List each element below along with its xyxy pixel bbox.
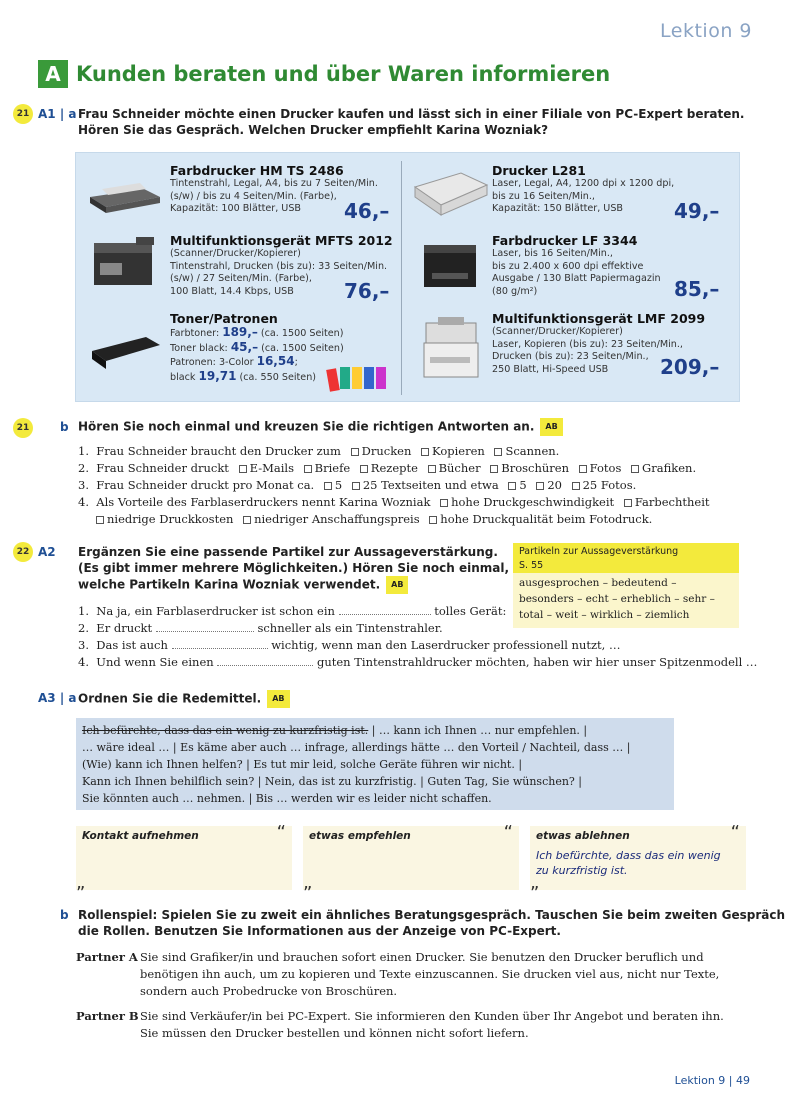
fill-blank[interactable]: [339, 605, 431, 615]
price-lf-3344: 85,–: [674, 277, 720, 301]
fill-blank[interactable]: [172, 639, 268, 649]
infobox-title: Partikeln zur Aussageverstärkung: [519, 546, 679, 557]
checkbox[interactable]: [324, 482, 332, 490]
ab-badge: AB: [540, 418, 562, 436]
checkbox[interactable]: [239, 465, 247, 473]
partner-a-text: Sie sind Grafiker/in und brauchen sofort einen Drucker. Sie benutzen den Drucker beruflich und benötigen ihn auch, um zu kopieren und Texte einzuscannen. Sie drucken viel aus, nicht nur Texte, sondern auch Probedrucke von Broschüren.: [140, 950, 720, 998]
toner-image: [88, 323, 168, 373]
checkbox[interactable]: [440, 499, 448, 507]
fill-blank[interactable]: [156, 622, 254, 632]
task-label: b: [60, 420, 69, 434]
ab-badge: AB: [386, 576, 408, 594]
product-hm-ts-2486: Farbdrucker HM TS 2486 Tintenstrahl, Legal, A4, bis zu 7 Seiten/Min. (s/w) / bis zu 4 Seiten/Min. (Farbe), Kapazität: 100 Blätter, USB: [170, 163, 378, 214]
price-lmf-2099: 209,–: [660, 355, 720, 379]
task-instruction: Hören Sie noch einmal und kreuzen Sie die richtigen Antworten an. AB: [78, 418, 563, 436]
section-title: [38, 60, 610, 88]
column-decline: etwas ablehnen Ich befürchte, dass das ein wenig zu kurzfristig ist. “ ”: [530, 826, 746, 890]
particle-infobox: Partikeln zur Aussageverstärkung S. 55 ausgesprochen – bedeutend – besonders – echt – erheblich – sehr – total – weit – wirklich – ziemlich: [513, 543, 739, 628]
product-lmf-2099: Multifunktionsgerät LMF 2099 (Scanner/Drucker/Kopierer) Laser, Kopieren (bis zu): 23 Seiten/Min., Drucken (bis zu): 23 Seiten/Min., 250 Blatt, Hi-Speed USB: [492, 311, 706, 375]
checkbox[interactable]: [421, 448, 429, 456]
checkbox[interactable]: [572, 482, 580, 490]
question-4: 4. Als Vorteile des Farblaserdruckers nennt Karina Wozniak hohe Druckgeschwindigkeit Farbechtheit: [78, 495, 710, 509]
column-contact: Kontakt aufnehmen “ ”: [76, 826, 292, 890]
sentence-3: 3. Das ist auch wichtig, wenn man den Laserdrucker professionell nutzt, …: [78, 638, 621, 652]
checkbox[interactable]: [304, 465, 312, 473]
partner-b-label: Partner B: [76, 1009, 139, 1023]
sentence-1: 1. Na ja, ein Farblaserdrucker ist schon ein tolles Gerät:: [78, 604, 507, 618]
phrase-bank: Ich befürchte, dass das ein wenig zu kurzfristig ist. | … kann ich Ihnen … nur empfehlen. | … wäre ideal … | Es käme aber auch … infrage, allerdings hätte … den Vorteil / Nachteil, dass … | (Wie) kann ich Ihnen helfen? | Es tut mir leid, solche Geräte führen wir nicht. | Kann ich Ihnen behilflich sein? | Nein, das ist zu kurzfristig. | Guten Tag, Sie wünschen? | Sie könnten auch … nehmen. | Bis … werden wir es leider nicht schaffen.: [76, 718, 674, 810]
price-l281: 49,–: [674, 199, 720, 223]
divider: [401, 161, 402, 395]
task-label: A2: [38, 545, 56, 559]
price-mfts-2012: 76,–: [344, 279, 390, 303]
task-instruction: Ordnen Sie die Redemittel. AB: [78, 690, 290, 708]
laser-mfp-image: [416, 313, 486, 388]
checkbox[interactable]: [352, 482, 360, 490]
track-badge: 21: [13, 418, 33, 438]
checkbox[interactable]: [243, 516, 251, 524]
checkbox[interactable]: [490, 465, 498, 473]
phrase-used: Ich befürchte, dass das ein wenig zu kurzfristig ist.: [82, 724, 369, 737]
question-2: 2. Frau Schneider druckt E-Mails Briefe Rezepte Bücher Broschüren Fotos Grafiken.: [78, 461, 697, 475]
section-title-text: Kunden beraten und über Waren informieren: [76, 62, 611, 86]
multifunction-image: [86, 233, 161, 293]
task-instruction: Frau Schneider möchte einen Drucker kaufen und lässt sich in einer Filiale von PC-Expert beraten. Hören Sie das Gespräch. Welchen Drucker empfiehlt Karina Wozniak?: [78, 107, 745, 137]
product-mfts-2012: Multifunktionsgerät MFTS 2012 (Scanner/Drucker/Kopierer) Tintenstrahl, Drucken (bis zu): 33 Seiten/Min. (s/w) / 27 Seiten/Min. (Farbe), 100 Blatt, 14.4 Kbps, USB: [170, 233, 393, 297]
question-3: 3. Frau Schneider druckt pro Monat ca. 5 25 Textseiten und etwa 5 20 25 Fotos.: [78, 478, 637, 492]
checkbox[interactable]: [579, 465, 587, 473]
task-label: A1 | a: [38, 107, 77, 121]
track-badge: 22: [13, 542, 33, 562]
infobox-ref: S. 55: [519, 560, 544, 571]
checkbox[interactable]: [351, 448, 359, 456]
product-lf-3344: Farbdrucker LF 3344 Laser, bis 16 Seiten/Min., bis zu 2.400 x 600 dpi effektive Ausgabe / 130 Blatt Papiermagazin (80 g/m²): [492, 233, 661, 297]
fill-blank[interactable]: [217, 656, 313, 666]
column-recommend: etwas empfehlen “ ”: [303, 826, 519, 890]
task-instruction: Rollenspiel: Spielen Sie zu zweit ein ähnliches Beratungsgespräch. Tauschen Sie beim zweiten Gespräch die Rollen. Benutzen Sie Informationen aus der Anzeige von PC-Expert.: [78, 908, 786, 938]
laser-printer-image: [411, 165, 491, 220]
question-1: 1. Frau Schneider braucht den Drucker zum Drucken Kopieren Scannen.: [78, 444, 560, 458]
checkbox[interactable]: [631, 465, 639, 473]
question-4-cont: niedrige Druckkosten niedriger Anschaffungspreis hohe Druckqualität beim Fotodruck.: [90, 512, 652, 526]
checkbox[interactable]: [96, 516, 104, 524]
checkbox[interactable]: [360, 465, 368, 473]
partner-b-text: Sie sind Verkäufer/in bei PC-Expert. Sie informieren den Kunden über Ihr Angebot und beraten ihn. Sie müssen den Drucker bestellen und können nicht sofort liefern.: [140, 1009, 724, 1040]
product-l281: Drucker L281 Laser, Legal, A4, 1200 dpi x 1200 dpi, bis zu 16 Seiten/Min., Kapazität: 150 Blätter, USB: [492, 163, 675, 214]
ab-badge: AB: [267, 690, 289, 708]
sentence-2: 2. Er druckt schneller als ein Tintenstrahler.: [78, 621, 443, 635]
checkbox[interactable]: [428, 465, 436, 473]
task-label: b: [60, 908, 69, 922]
lesson-header: Lektion 9: [660, 20, 752, 42]
product-ad: [75, 152, 740, 402]
color-laser-image: [416, 237, 486, 297]
sentence-4: 4. Und wenn Sie einen guten Tintenstrahldrucker möchten, haben wir hier unser Spitzenmodell …: [78, 655, 758, 669]
partner-a-label: Partner A: [76, 950, 138, 964]
product-toner: Toner/Patronen Farbtoner: 189,– (ca. 1500 Seiten) Toner black: 45,– (ca. 1500 Seiten) Patronen: 3-Color 16,54; black 19,71 (ca. 550 Seiten): [170, 311, 344, 383]
checkbox[interactable]: [624, 499, 632, 507]
task-label: A3 | a: [38, 691, 77, 705]
price-hm-ts-2486: 46,–: [344, 199, 390, 223]
page-footer: Lektion 9 | 49: [674, 1074, 750, 1087]
checkbox[interactable]: [536, 482, 544, 490]
printer-image: [84, 167, 164, 217]
track-badge: 21: [13, 104, 33, 124]
checkbox[interactable]: [429, 516, 437, 524]
checkbox[interactable]: [494, 448, 502, 456]
task-instruction: Ergänzen Sie eine passende Partikel zur Aussageverstärkung. (Es gibt immer mehrere Möglichkeiten.) Hören Sie noch einmal, welche Partikeln Karina Wozniak verwendet. AB: [78, 544, 509, 594]
checkbox[interactable]: [508, 482, 516, 490]
section-letter: A: [38, 60, 68, 88]
handwritten-answer: Ich befürchte, dass das ein wenig zu kurzfristig ist.: [536, 849, 721, 877]
